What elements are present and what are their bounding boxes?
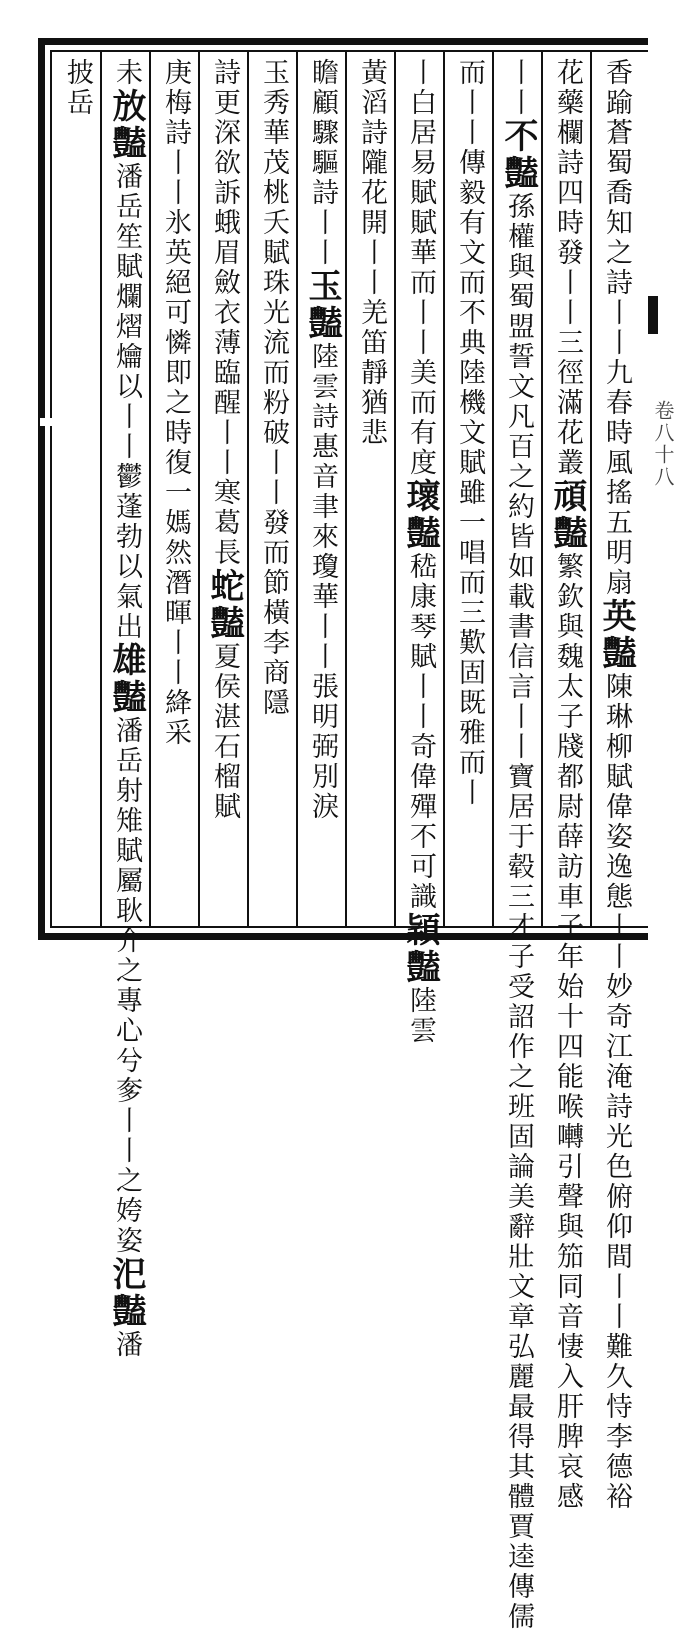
text-column-1 [596, 58, 636, 1512]
heading-glyph: 豔 [547, 515, 587, 552]
column-text: 陸雲詩惠音聿來瓊華丨丨張明弼別淚 [307, 342, 338, 822]
heading-glyph: 英 [596, 598, 636, 635]
heading-glyph: 豔 [106, 125, 146, 162]
column-rule [394, 50, 396, 928]
text-column-4 [449, 58, 489, 920]
column-text: 披岳 [62, 58, 93, 118]
text-column-8 [253, 58, 293, 920]
column-rule [443, 50, 445, 928]
border-break [40, 418, 52, 426]
heading-glyph: 瓌 [400, 478, 440, 515]
heading-glyph: 放 [106, 88, 146, 125]
column-rule [198, 50, 200, 928]
heading-glyph: 豔 [596, 635, 636, 672]
heading-glyph: 雄 [106, 642, 146, 679]
column-rule [247, 50, 249, 928]
heading-glyph: 豔 [106, 679, 146, 716]
column-text: 繁欽與魏太子牋都尉薛訪車子年始十四能喉囀引聲與笳同音悽入肝脾哀感 [552, 552, 583, 1512]
column-text: 玉秀華茂桃夭賦珠光流而粉破丨丨發而節橫李商隱 [258, 58, 289, 718]
column-rule [296, 50, 298, 928]
heading-glyph: 蛇 [204, 568, 244, 605]
column-text: 陸雲 [405, 986, 436, 1046]
column-text: 潘岳笙賦爛熠爚以丨丨鬱蓬勃以氣出 [111, 162, 142, 642]
heading-glyph: 汜 [106, 1256, 146, 1293]
column-text: 孫權與蜀盟誓文凡百之約皆如載書信言丨丨寶居于毂三才子受詔作之班固論美辭壯文章弘麗最得其體賈逵傳儒 [503, 192, 534, 1632]
column-rule [100, 50, 102, 928]
text-column-12 [57, 58, 97, 920]
text-column-7 [302, 58, 342, 920]
heading-glyph: 豔 [400, 515, 440, 552]
column-text: 黃滔詩隴花開丨丨羌笛靜猶悲 [356, 58, 387, 448]
heading-glyph: 穎 [400, 912, 440, 949]
column-text: 丨丨 [503, 58, 534, 118]
text-column-6 [351, 58, 391, 920]
column-text: 嵇康琴賦丨丨奇偉殫不可識 [405, 552, 436, 912]
text-column-10 [155, 58, 195, 920]
column-rule [541, 50, 543, 928]
heading-glyph: 豔 [400, 949, 440, 986]
column-text: 夏侯湛石榴賦 [209, 642, 240, 822]
column-text: 瞻顧驟驅詩丨丨 [307, 58, 338, 268]
column-text: 而丨丨傳毅有文而不典陸機文賦雖一唱而三歎固既雅而丨 [454, 58, 485, 808]
heading-glyph: 豔 [302, 305, 342, 342]
heading-glyph: 豔 [498, 155, 538, 192]
column-text: 潘岳射雉賦屬耿介之專心兮奓丨丨之姱姿 [111, 716, 142, 1256]
heading-glyph: 頑 [547, 478, 587, 515]
column-text: 陳琳柳賦偉姿逸態丨丨妙奇江淹詩光色俯仰間丨丨難久恃李德裕 [601, 672, 632, 1512]
heading-glyph: 豔 [106, 1293, 146, 1330]
column-text: 丨白居易賦賦華而丨丨美而有度 [405, 58, 436, 478]
column-text: 詩更深欲訴蛾眉斂衣薄臨醒丨丨寒葛長 [209, 58, 240, 568]
column-text: 花藥欄詩四時發丨丨三徑滿花叢 [552, 58, 583, 478]
column-text: 潘 [111, 1330, 142, 1360]
column-rule [590, 50, 592, 928]
heading-glyph: 玉 [302, 268, 342, 305]
block-ear [648, 296, 658, 334]
column-rule [345, 50, 347, 928]
column-text: 庚梅詩丨丨氷英絕可憐即之時復一媽然潛暉丨丨絳采 [160, 58, 191, 748]
text-column-11 [106, 58, 146, 1360]
column-rule [149, 50, 151, 928]
column-text: 未 [111, 58, 142, 88]
heading-glyph: 不 [498, 118, 538, 155]
text-column-3 [498, 58, 538, 1632]
column-text: 香踰蒼蜀喬知之詩丨丨九春時風搖五明扇 [601, 58, 632, 598]
column-rule [492, 50, 494, 928]
text-column-9 [204, 58, 244, 920]
text-column-2 [547, 58, 587, 1512]
heading-glyph: 豔 [204, 605, 244, 642]
margin-volume-mark: 卷八十八 [651, 400, 675, 488]
text-column-5 [400, 58, 440, 1046]
